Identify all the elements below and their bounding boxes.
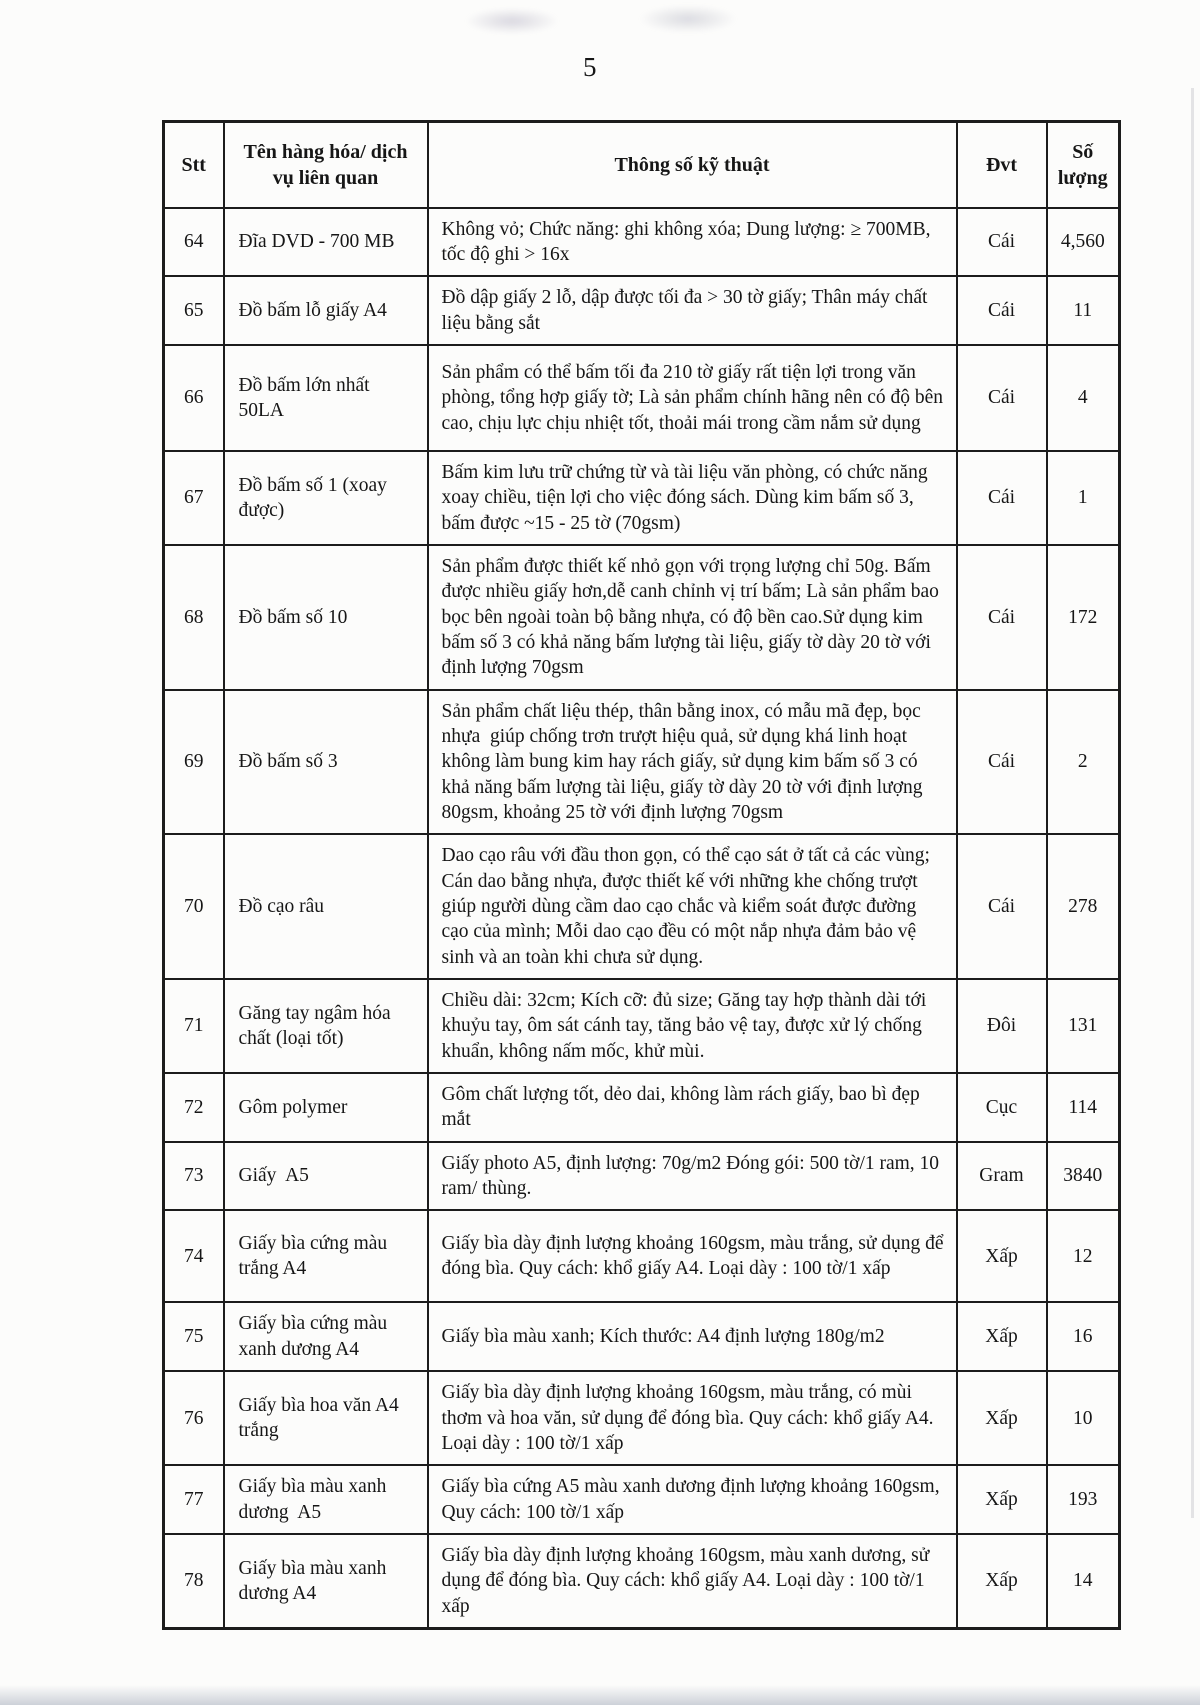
row-stt: 66 <box>164 345 224 451</box>
row-spec: Giấy photo A5, định lượng: 70g/m2 Đóng gói: 500 tờ/1 ram, 10 ram/ thùng. <box>428 1142 957 1211</box>
row-name: Đồ bấm số 3 <box>224 690 428 835</box>
row-name: Đồ bấm số 1 (xoay được) <box>224 451 428 545</box>
items-table-body <box>164 208 1120 1629</box>
table-row <box>164 545 1120 690</box>
row-stt: 64 <box>164 208 224 277</box>
row-qty: 193 <box>1047 1465 1120 1534</box>
row-name: Đồ bấm lớn nhất 50LA <box>224 345 428 451</box>
row-unit: Xấp <box>957 1210 1047 1302</box>
header-item-name: Tên hàng hóa/ dịch vụ liên quan <box>224 122 428 208</box>
row-unit: Xấp <box>957 1371 1047 1465</box>
row-name: Đồ bấm số 10 <box>224 545 428 690</box>
row-qty: 3840 <box>1047 1142 1120 1211</box>
row-spec: Giấy bìa dày định lượng khoảng 160gsm, màu xanh dương, sử dụng để đóng bìa. Quy cách: khổ giấy A4. Loại dày : 100 tờ/1 xấp <box>428 1534 957 1629</box>
scan-fold-line <box>1191 88 1194 1518</box>
row-name: Giấy A5 <box>224 1142 428 1211</box>
table-row <box>164 276 1120 345</box>
row-qty: 172 <box>1047 545 1120 690</box>
row-stt: 76 <box>164 1371 224 1465</box>
header-qty: Số lượng <box>1047 122 1120 208</box>
row-name: Giấy bìa màu xanh dương A4 <box>224 1534 428 1629</box>
row-stt: 71 <box>164 979 224 1073</box>
row-spec: Không vỏ; Chức năng: ghi không xóa; Dung lượng: ≥ 700MB, tốc độ ghi > 16x <box>428 208 957 277</box>
table-row <box>164 1302 1120 1371</box>
row-unit: Cái <box>957 545 1047 690</box>
row-unit: Đôi <box>957 979 1047 1073</box>
row-unit: Cái <box>957 208 1047 277</box>
row-unit: Xấp <box>957 1302 1047 1371</box>
row-stt: 65 <box>164 276 224 345</box>
table-row <box>164 979 1120 1073</box>
table-row <box>164 1142 1120 1211</box>
table-row <box>164 834 1120 979</box>
row-qty: 4,560 <box>1047 208 1120 277</box>
row-spec: Sản phẩm được thiết kế nhỏ gọn với trọng lượng chỉ 50g. Bấm được nhiều giấy hơn,dễ canh chỉnh vị trí bấm; Là sản phẩm bao bọc bên ngoài toàn bộ bằng nhựa, có độ bền cao.Sử dụng kim bấm số 3 có khả năng bấm lượng tài liệu, giấy tờ dày 20 tờ với định lượng 70gsm <box>428 545 957 690</box>
row-unit: Cái <box>957 451 1047 545</box>
row-spec: Gôm chất lượng tốt, dẻo dai, không làm rách giấy, bao bì đẹp mắt <box>428 1073 957 1142</box>
row-name: Đồ bấm lỗ giấy A4 <box>224 276 428 345</box>
header-unit: Đvt <box>957 122 1047 208</box>
items-table <box>162 120 1121 1630</box>
row-unit: Cái <box>957 276 1047 345</box>
row-spec: Dao cạo râu với đầu thon gọn, có thể cạo sát ở tất cả các vùng; Cán dao bằng nhựa, được thiết kế với những khe chống trượt giúp người dùng cầm dao cạo chắc và kiểm soát được đường cạo của mình; Mỗi dao cạo đều có một nắp nhựa đảm bảo vệ sinh và an toàn khi chưa sử dụng. <box>428 834 957 979</box>
row-spec: Đồ dập giấy 2 lỗ, dập được tối đa > 30 tờ giấy; Thân máy chất liệu bằng sắt <box>428 276 957 345</box>
row-spec: Giấy bìa dày định lượng khoảng 160gsm, màu trắng, sử dụng để đóng bìa. Quy cách: khổ giấy A4. Loại dày : 100 tờ/1 xấp <box>428 1210 957 1302</box>
row-stt: 68 <box>164 545 224 690</box>
page-number: 5 <box>583 52 597 82</box>
header-stt: Stt <box>164 122 224 208</box>
row-stt: 73 <box>164 1142 224 1211</box>
row-name: Đĩa DVD - 700 MB <box>224 208 428 277</box>
row-name: Găng tay ngâm hóa chất (loại tốt) <box>224 979 428 1073</box>
row-qty: 1 <box>1047 451 1120 545</box>
row-spec: Sản phẩm chất liệu thép, thân bằng inox, có mẫu mã đẹp, bọc nhựa giúp chống trơn trượt hiệu quả, sử dụng khá linh hoạt không làm bung kim hay rách giấy, sử dụng kim bấm số 3 có khả năng bấm lượng tài liệu, giấy tờ dày 20 tờ với định lượng 80gsm, khoảng 25 tờ với định lượng 70gsm <box>428 690 957 835</box>
items-table-header <box>164 122 1120 208</box>
row-stt: 70 <box>164 834 224 979</box>
row-qty: 14 <box>1047 1534 1120 1629</box>
row-unit: Xấp <box>957 1534 1047 1629</box>
row-stt: 78 <box>164 1534 224 1629</box>
row-spec: Bấm kim lưu trữ chứng từ và tài liệu văn phòng, có chức năng xoay chiều, tiện lợi cho việc đóng sách. Dùng kim bấm số 3, bấm được ~15 - 25 tờ (70gsm) <box>428 451 957 545</box>
row-name: Đồ cạo râu <box>224 834 428 979</box>
table-row <box>164 1465 1120 1534</box>
row-qty: 10 <box>1047 1371 1120 1465</box>
row-name: Giấy bìa hoa văn A4 trắng <box>224 1371 428 1465</box>
row-unit: Cái <box>957 690 1047 835</box>
row-name: Gôm polymer <box>224 1073 428 1142</box>
row-stt: 72 <box>164 1073 224 1142</box>
row-spec: Giấy bìa cứng A5 màu xanh dương định lượng khoảng 160gsm, Quy cách: 100 tờ/1 xấp <box>428 1465 957 1534</box>
row-qty: 16 <box>1047 1302 1120 1371</box>
row-qty: 114 <box>1047 1073 1120 1142</box>
row-unit: Cục <box>957 1073 1047 1142</box>
row-unit: Gram <box>957 1142 1047 1211</box>
table-row <box>164 1073 1120 1142</box>
table-row <box>164 208 1120 277</box>
scan-bottom-band <box>0 1685 1200 1705</box>
row-qty: 278 <box>1047 834 1120 979</box>
table-row <box>164 1371 1120 1465</box>
scan-smudge-right <box>640 5 736 33</box>
row-unit: Cái <box>957 834 1047 979</box>
header-row <box>164 122 1120 208</box>
row-stt: 67 <box>164 451 224 545</box>
row-name: Giấy bìa màu xanh dương A5 <box>224 1465 428 1534</box>
table-row <box>164 1210 1120 1302</box>
scan-smudge-left <box>466 8 558 34</box>
header-spec: Thông số kỹ thuật <box>428 122 957 208</box>
row-stt: 75 <box>164 1302 224 1371</box>
row-spec: Giấy bìa dày định lượng khoảng 160gsm, màu trắng, có mùi thơm và hoa văn, sử dụng để đóng bìa. Quy cách: khổ giấy A4. Loại dày : 100 tờ/1 xấp <box>428 1371 957 1465</box>
row-qty: 12 <box>1047 1210 1120 1302</box>
row-qty: 4 <box>1047 345 1120 451</box>
row-unit: Xấp <box>957 1465 1047 1534</box>
table-row <box>164 1534 1120 1629</box>
row-stt: 77 <box>164 1465 224 1534</box>
row-stt: 74 <box>164 1210 224 1302</box>
row-stt: 69 <box>164 690 224 835</box>
row-spec: Giấy bìa màu xanh; Kích thước: A4 định lượng 180g/m2 <box>428 1302 957 1371</box>
row-qty: 11 <box>1047 276 1120 345</box>
table-row <box>164 345 1120 451</box>
row-unit: Cái <box>957 345 1047 451</box>
row-name: Giấy bìa cứng màu trắng A4 <box>224 1210 428 1302</box>
row-name: Giấy bìa cứng màu xanh dương A4 <box>224 1302 428 1371</box>
row-spec: Sản phẩm có thể bấm tối đa 210 tờ giấy rất tiện lợi trong văn phòng, tổng hợp giấy tờ; Là sản phẩm chính hãng nên có độ bên cao, chịu lực chịu nhiệt tốt, thoải mái trong cầm nắm sử dụng <box>428 345 957 451</box>
row-qty: 2 <box>1047 690 1120 835</box>
table-row <box>164 451 1120 545</box>
row-qty: 131 <box>1047 979 1120 1073</box>
row-spec: Chiều dài: 32cm; Kích cỡ: đủ size; Găng tay hợp thành dài tới khuỷu tay, ôm sát cánh tay, tăng bảo vệ tay, được xử lý chống khuẩn, không nấm mốc, khử mùi. <box>428 979 957 1073</box>
table-row <box>164 690 1120 835</box>
